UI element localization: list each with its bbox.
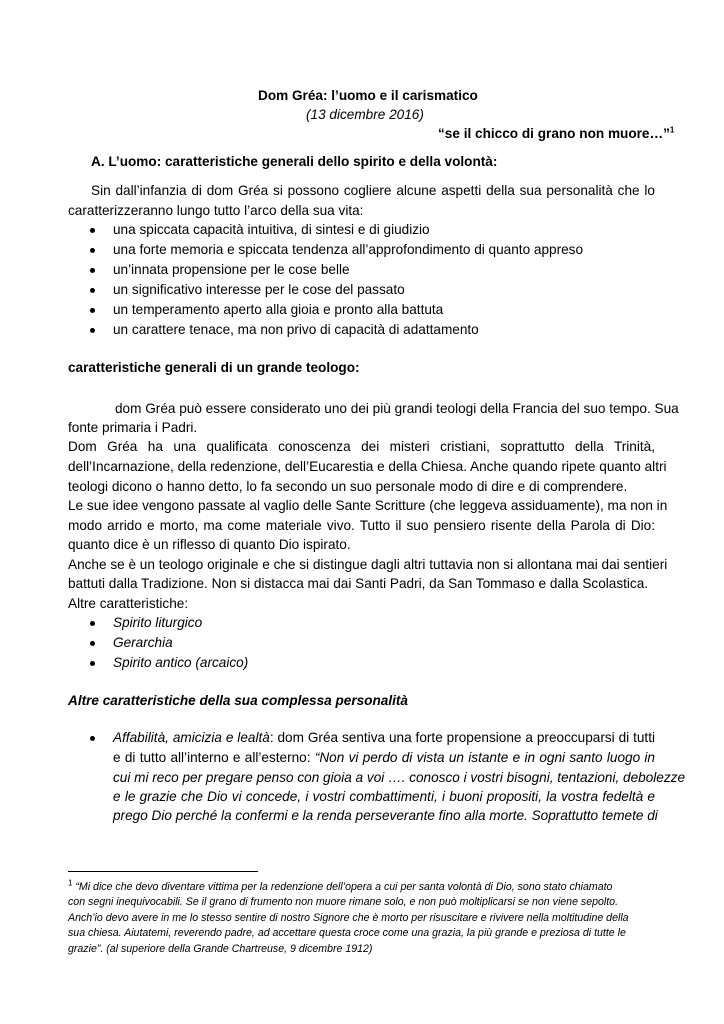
quote-line: prego Dio perché la confermi e la renda perseverante fino alla morte. Soprattutto temete di [113,808,658,823]
quote-line: cui mi reco per pregare penso con gioia a voi …. conosco i vostri bisogni, tentazioni, debolezze [113,770,686,785]
footnote-ref: 1 [669,125,675,135]
theologian-heading: caratteristiche generali di un grande teologo: [68,360,360,375]
footnote-line: grazie”. (al superiore della Grande Chartreuse, 9 dicembre 1912) [68,943,373,955]
bullet-icon [90,228,95,233]
quote-text: “Non vi perdo di vista un istante e in ogni santo luogo in [314,750,655,765]
personality-item-text: : dom Gréa sentiva una forte propensione a preoccuparsi di tutti [269,730,655,745]
paragraph-line: dom Gréa può essere considerato uno dei più grandi teologi della Francia del suo tempo. Sua [115,401,679,416]
date-line: (13 dicembre 2016) [306,107,424,122]
list-item: un temperamento aperto alla gioia e pronto alla battuta [113,302,444,317]
section-a-intro-line-2: caratterizzeranno lungo tutto l’arco della sua vita: [68,203,364,218]
personality-item-line-2 [113,748,655,768]
paragraph-line: quanto dice è un riflesso di quanto Dio ispirato. [68,537,351,552]
list-item: un carattere tenace, ma non privo di capacità di adattamento [113,322,479,337]
paragraph-line: Le sue idee vengono passate al vaglio delle Sante Scritture (che leggeva assiduamente), ma non in [68,498,668,513]
bullet-icon [90,288,95,293]
bullet-icon [90,268,95,273]
list-item: una spiccata capacità intuitiva, di sintesi e di giudizio [113,222,430,237]
paragraph-line: teologi dicono o hanno detto, lo fa secondo un suo personale modo di dire e di comprendere. [68,479,628,494]
paragraph-line: Anche se è un teologo originale e che si distingue dagli altri tuttavia non si allontana mai dai sentieri [68,557,668,572]
footnote-number: 1 [68,878,73,888]
epigraph-text: “se il chicco di grano non muore…” [438,126,670,141]
list-item: un significativo interesse per le cose del passato [113,282,405,297]
personality-item-text: e di tutto all’interno e all’esterno: [113,750,315,765]
list-item: una forte memoria e spiccata tendenza all’approfondimento di quanto appreso [113,242,584,257]
section-a-heading: A. L’uomo: caratteristiche generali dello spirito e della volontà: [91,154,498,169]
list-item: Gerarchia [113,635,173,650]
footnote-line: con segni inequivocabili. Se il grano di frumento non muore rimane solo, e non può moltiplicarsi se non viene sepolto. [68,896,619,908]
paragraph-line: dell’Incarnazione, della redenzione, dell’Eucarestia e della Chiesa. Anche quando ripete quanto altri [68,459,667,474]
list-item: Spirito liturgico [113,615,203,630]
paragraph-line: battuti dalla Tradizione. Non si distacca mai dai Santi Padri, da San Tommaso e dalla Scolastica. [68,576,649,591]
paragraph-line: modo arrido e morto, ma come materiale vivo. Tutto il suo pensiero risente della Parola di Dio: [68,518,655,533]
paragraph-line: Altre caratteristiche: [68,596,189,611]
footnote-line-1 [68,880,660,896]
footnote-text: “Mi dice che devo diventare vittima per la redenzione dell’opera a cui per santa volontà di Dio, sono stato chiamato [72,881,613,893]
footnote-line: sua chiesa. Aiutatemi, reverendo padre, ad accettare questa croce come una grazia, la più grande e preziosa di tutte le [68,927,626,939]
list-item: un’innata propensione per le cose belle [113,262,350,277]
paragraph-line: Dom Gréa ha una qualificata conoscenza dei misteri cristiani, soprattutto della Trinità, [68,439,655,454]
bullet-icon [90,308,95,313]
quote-line: e le grazie che Dio vi concede, i vostri combattimenti, i buoni propositi, la vostra fedeltà e [113,789,655,804]
personality-item-label: Affabilità, amicizia e lealtà [113,730,270,745]
footnote-line: Anch’io devo avere in me lo stesso sentire di nostro Signore che è morto per risuscitare e rivivere nella moltitudine della [68,912,629,924]
bullet-icon [90,248,95,253]
list-item: Spirito antico (arcaico) [113,655,249,670]
personality-item-line-1 [113,728,655,748]
bullet-icon [90,328,95,333]
bullet-icon [90,736,95,741]
epigraph [438,124,674,144]
bullet-icon [90,641,95,646]
footnote-separator [68,871,258,872]
paragraph-line: fonte primaria i Padri. [68,420,198,435]
page-title: Dom Gréa: l’uomo e il carismatico [258,88,478,103]
bullet-icon [90,621,95,626]
section-a-intro-line-1: Sin dall’infanzia di dom Gréa si possono cogliere alcune aspetti della sua personalità che lo [91,183,655,198]
personality-heading: Altre caratteristiche della sua complessa personalità [68,693,408,708]
bullet-icon [90,661,95,666]
